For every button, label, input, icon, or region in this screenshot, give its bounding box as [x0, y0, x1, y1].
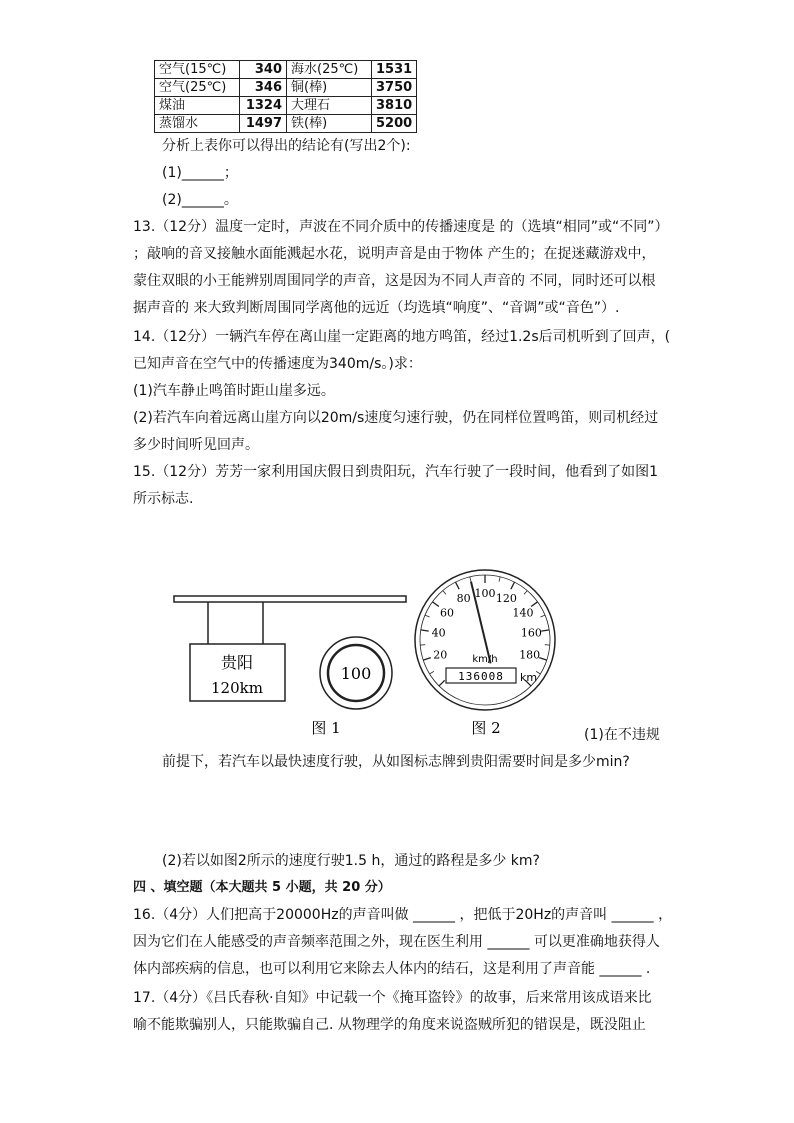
- speedometer-tick-label: 160: [520, 626, 542, 640]
- table-cell: 煤油: [155, 97, 240, 115]
- table-cell: 铜(棒): [287, 79, 372, 97]
- q13-line-1: 13.（12分）温度一定时，声波在不同介质中的传播速度是 的（选填“相同”或“不同”）: [133, 219, 669, 235]
- sign-distance: 120km: [211, 679, 263, 697]
- table-row: [155, 79, 417, 97]
- sound-speed-table: [154, 60, 417, 133]
- odometer-unit: km: [520, 671, 538, 684]
- figure-2-label: 图 2: [471, 719, 501, 737]
- q15-part-1-end: 前提下，若汽车以最快速度行驶，从如图标志牌到贵阳需要时间是多少min?: [162, 754, 630, 770]
- q12-answer-2: (2)______。: [162, 192, 238, 208]
- q14-line-5: 多少时间听见回声。: [133, 437, 259, 453]
- q15-part-2: (2)若以如图2所示的速度行驶1.5 h，通过的路程是多少 km?: [162, 853, 540, 869]
- table-cell: 1324: [240, 97, 287, 115]
- table-cell: 5200: [372, 115, 417, 133]
- q12-answer-1: (1)______；: [162, 165, 238, 181]
- q14-line-1: 14.（12分）一辆汽车停在离山崖一定距离的地方鸣笛，经过1.2s后司机听到了回声，(: [133, 329, 671, 345]
- speedometer-tick-label: 40: [431, 626, 446, 640]
- sign-destination: 贵阳: [220, 653, 254, 672]
- q13-line-3: 蒙住双眼的小王能辨别周围同学的声音，这是因为不同人声音的 不同，同时还可以根: [133, 273, 656, 289]
- speedometer-tick-label: 180: [519, 648, 541, 662]
- table-cell: 铁(棒): [287, 115, 372, 133]
- q15-line-1: 15.（12分）芳芳一家利用国庆假日到贵阳玩，汽车行驶了一段时间，他看到了如图1: [133, 464, 658, 480]
- odometer-reading: 136008: [458, 670, 504, 683]
- q17-line-1: 17.（4分）《吕氏春秋·自知》中记载一个《掩耳盗铃》的故事，后来常用该成语来比: [133, 990, 652, 1006]
- table-cell: 空气(15℃): [155, 61, 240, 79]
- table-row: [155, 61, 417, 79]
- q14-line-3: (1)汽车静止鸣笛时距山崖多远。: [133, 383, 335, 399]
- table-cell: 340: [240, 61, 287, 79]
- q14-line-4: (2)若汽车向着远离山崖方向以20m/s速度匀速行驶，仍在同样位置鸣笛，则司机经过: [133, 410, 659, 426]
- table-cell: 3750: [372, 79, 417, 97]
- table-cell: 大理石: [287, 97, 372, 115]
- sign-bar: [174, 596, 406, 602]
- speedometer-tick-label: 100: [474, 587, 496, 600]
- section-4-heading: 四 、填空题（本大题共 5 小题，共 20 分）: [133, 880, 391, 895]
- speedometer-tick-label: 120: [495, 592, 517, 606]
- speedometer-unit: km/h: [472, 654, 498, 665]
- table-cell: 3810: [372, 97, 417, 115]
- q12-prompt: 分析上表你可以得出的结论有(写出2个):: [162, 138, 411, 154]
- table-cell: 蒸馏水: [155, 115, 240, 133]
- road-sign-and-speedometer-figure: [170, 565, 590, 745]
- speedometer-tick-label: 140: [512, 606, 534, 620]
- q13-line-4: 据声音的 来大致判断周围同学离他的远近（均选填“响度”、“音调”或“音色”）.: [133, 300, 620, 316]
- table-row: [155, 115, 417, 133]
- speedometer-tick-label: 80: [456, 592, 471, 606]
- table-cell: 1531: [372, 61, 417, 79]
- speedometer-tick-label: 20: [433, 648, 448, 662]
- q14-line-2: 已知声音在空气中的传播速度为340m/s。)求：: [133, 356, 422, 372]
- table-cell: 1497: [240, 115, 287, 133]
- figure-1-label: 图 1: [311, 719, 341, 737]
- table-cell: 海水(25℃): [287, 61, 372, 79]
- q17-line-2: 喻不能欺骗别人，只能欺骗自己. 从物理学的角度来说盗贼所犯的错误是，既没阻止: [133, 1017, 646, 1033]
- speed-limit-value: 100: [340, 664, 372, 683]
- q16-line-1: 16.（4分）人们把高于20000Hz的声音叫做 ______ ，把低于20Hz的声音叫 ______ ，: [133, 907, 673, 923]
- q15-line-2: 所示标志.: [133, 491, 194, 507]
- table-cell: 空气(25℃): [155, 79, 240, 97]
- q13-line-2: ；敲响的音叉接触水面能溅起水花，说明声音是由于物体 产生的；在捉迷藏游戏中，: [133, 246, 656, 262]
- q16-line-3: 体内部疾病的信息，也可以利用它来除去人体内的结石，这是利用了声音能 ______ .: [133, 961, 651, 977]
- q15-part-1-start: (1)在不违规: [584, 727, 660, 743]
- speedometer-tick-label: 60: [439, 606, 454, 620]
- table-cell: 346: [240, 79, 287, 97]
- q16-line-2: 因为它们在人能感受的声音频率范围之外，现在医生利用 ______ 可以更准确地获得人: [133, 934, 660, 950]
- table-row: [155, 97, 417, 115]
